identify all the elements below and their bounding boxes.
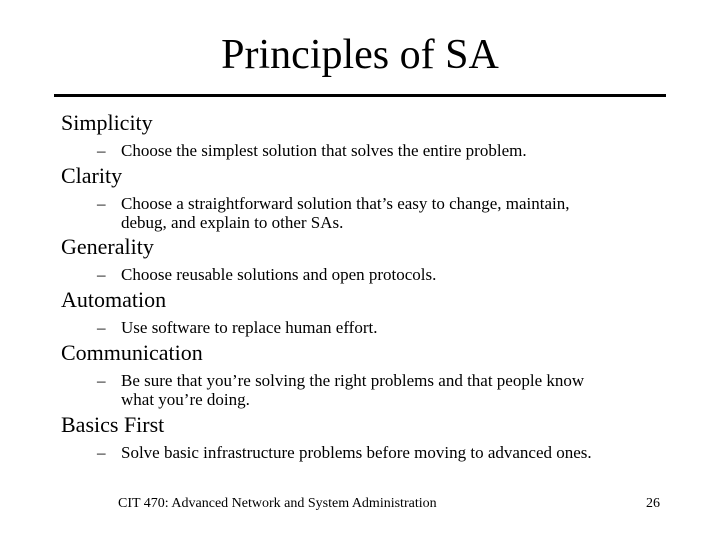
- principle-heading-generality: Generality: [61, 234, 154, 259]
- bullet-dash: –: [97, 443, 106, 462]
- slide-title: Principles of SA: [221, 32, 499, 78]
- principle-detail-simplicity: [97, 141, 527, 160]
- principle-heading-simplicity: Simplicity: [61, 110, 153, 135]
- principle-heading-automation: Automation: [61, 287, 167, 312]
- bullet-dash: –: [97, 265, 106, 284]
- bullet-dash: –: [97, 141, 106, 160]
- principle-detail-communication: [97, 371, 584, 409]
- principle-text: Solve basic infrastructure problems before moving to advanced ones.: [121, 443, 592, 462]
- principle-text: Choose a straightforward solution that’s easy to change, maintain, debug, and explain to other SAs.: [121, 194, 570, 232]
- principle-detail-basics-first: [97, 443, 592, 462]
- bullet-dash: –: [97, 194, 106, 213]
- bullet-dash: –: [97, 371, 106, 390]
- principle-detail-generality: [97, 265, 436, 284]
- principle-text: Choose the simplest solution that solves the entire problem.: [121, 141, 527, 160]
- footer-course-name: CIT 470: Advanced Network and System Administration: [118, 496, 437, 511]
- principle-text: Use software to replace human effort.: [121, 318, 378, 337]
- bullet-dash: –: [97, 318, 106, 337]
- principle-heading-basics-first: Basics First: [61, 412, 165, 437]
- principle-heading-clarity: Clarity: [61, 163, 123, 188]
- title-underline: [54, 94, 666, 97]
- principle-heading-communication: Communication: [61, 340, 203, 365]
- principle-detail-automation: [97, 318, 377, 337]
- footer-page-number: 26: [646, 496, 660, 511]
- principle-text: Choose reusable solutions and open protocols.: [121, 265, 437, 284]
- principle-text: Be sure that you’re solving the right problems and that people know what you’re doing.: [121, 371, 585, 409]
- principle-detail-clarity: [97, 194, 570, 232]
